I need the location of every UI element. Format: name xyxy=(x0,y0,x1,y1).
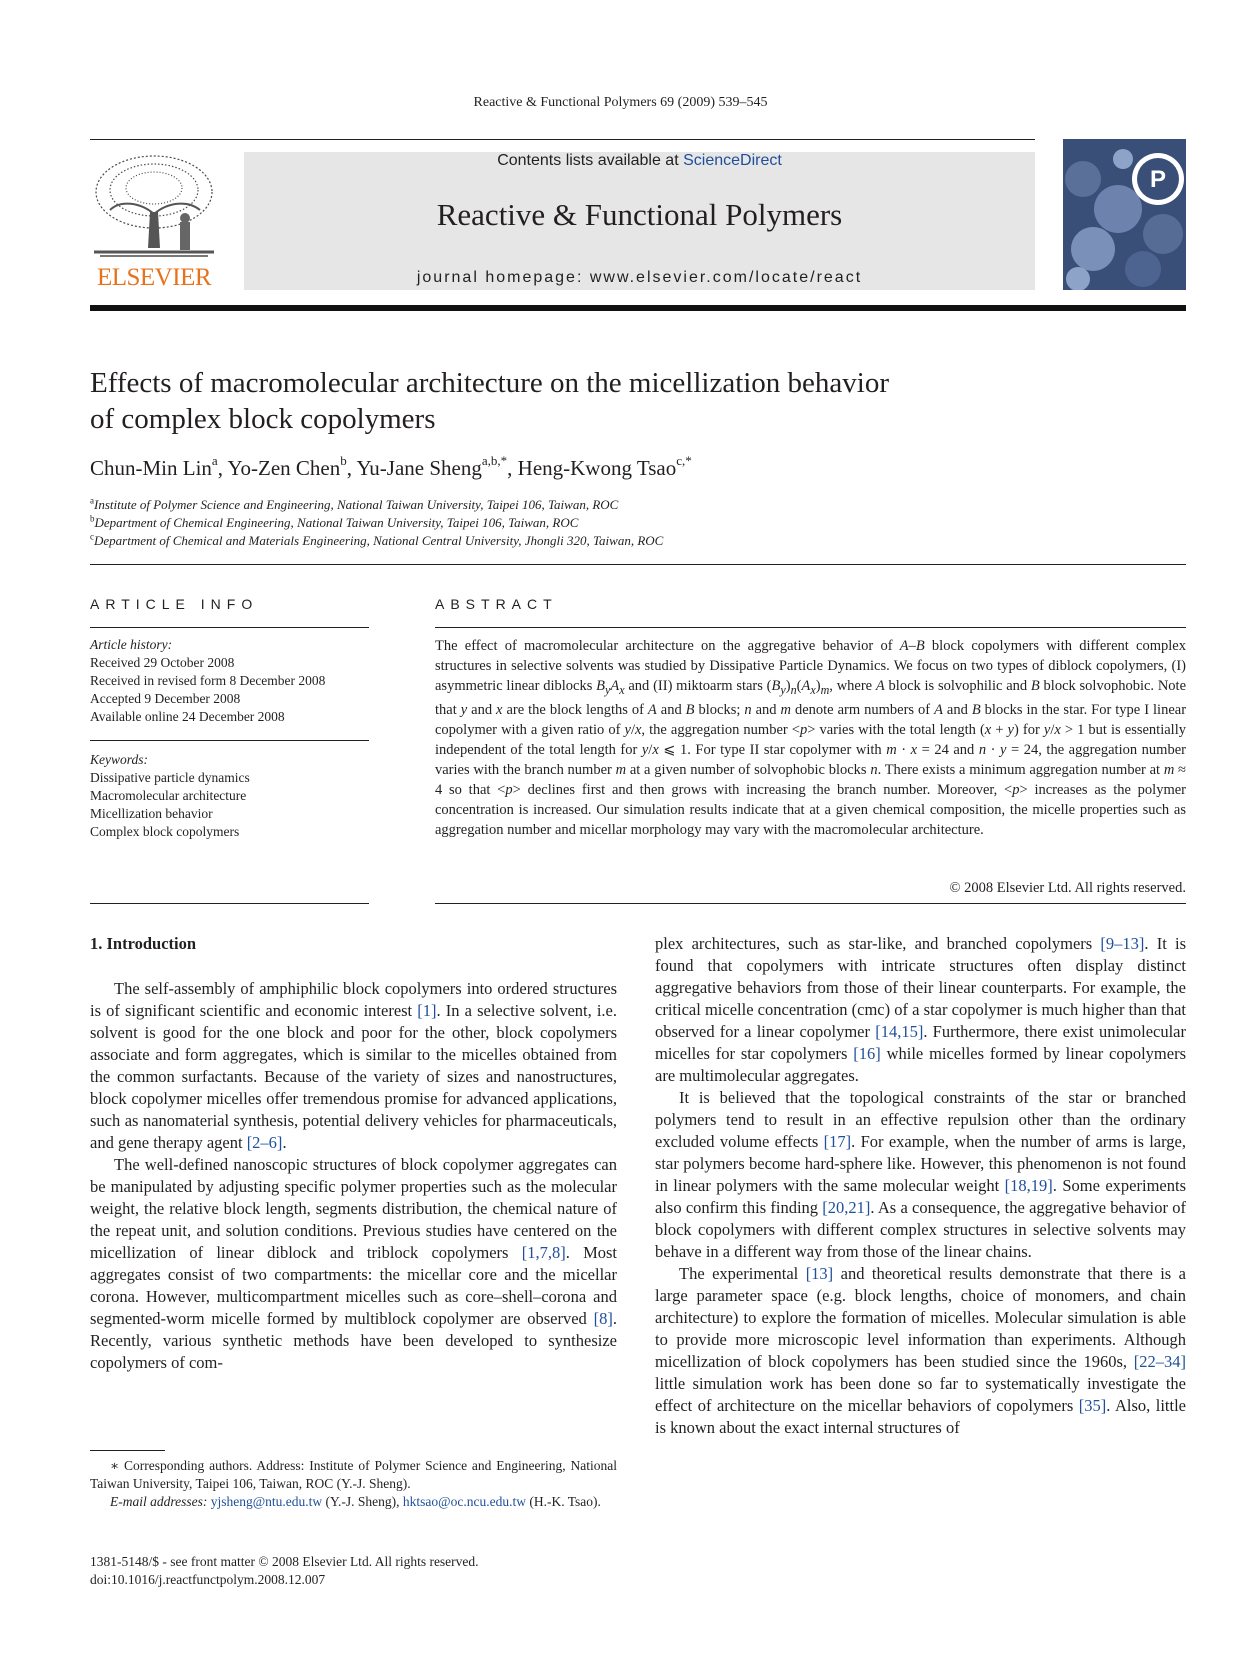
citation-link[interactable]: [14,15] xyxy=(875,1022,924,1041)
issn-line: 1381-5148/$ - see front matter © 2008 Elsevier Ltd. All rights reserved. xyxy=(90,1554,479,1569)
citation-link[interactable]: [35] xyxy=(1078,1396,1107,1415)
svg-text:P: P xyxy=(1149,166,1167,193)
footnote xyxy=(90,1457,617,1511)
article-title xyxy=(90,365,1050,437)
running-head: Reactive & Functional Polymers 69 (2009) 539–545 xyxy=(473,95,768,110)
body-column-right xyxy=(655,933,1186,1439)
keyword-item: Dissipative particle dynamics xyxy=(90,770,250,785)
email-label: E-mail addresses: xyxy=(110,1494,208,1509)
citation-link[interactable]: [20,21] xyxy=(822,1198,871,1217)
author-name[interactable]: Yu-Jane Sheng xyxy=(356,456,482,480)
title-separator xyxy=(90,564,1186,565)
journal-title: Reactive & Functional Polymers xyxy=(436,197,843,232)
keywords-label: Keywords: xyxy=(90,752,148,767)
paragraph: The self-assembly of amphiphilic block copolymers into ordered structures is of significant scientific and economic interest [1]. In a selective solvent, i.e. solvent is good for the one block and poor for the other, block copolymers associate and form aggregates, which is similar to the micelles obtained from the common surfactants. Because of the variety of sizes and nanostructures, block copolymer micelles offer tremendous promise for advanced applications, such as nanomaterial synthesis, potential delivery vehicles for pharmaceuticals, and gene therapy agent [2–6]. xyxy=(90,979,618,1152)
citation-link[interactable]: [13] xyxy=(805,1264,834,1283)
abstract-copyright: © 2008 Elsevier Ltd. All rights reserved. xyxy=(949,880,1186,896)
header-rule xyxy=(90,139,1035,140)
email-owner: (H.-K. Tsao). xyxy=(529,1494,601,1509)
article-info-heading: ARTICLE INFO xyxy=(90,596,259,612)
affiliation-item: $^a$Institute of Polymer Science and Engineering, National Taiwan University, Taipei 106, Taiwan, ROC xyxy=(90,495,619,512)
keyword-item: Micellization behavior xyxy=(90,806,213,821)
citation-link[interactable]: [1] xyxy=(417,1001,437,1020)
citation-link[interactable]: [18,19] xyxy=(1004,1176,1053,1195)
author-affil-mark[interactable]: b xyxy=(340,453,347,468)
publication-meta xyxy=(90,1553,479,1589)
author-affil-mark[interactable]: a,b,* xyxy=(481,453,508,468)
keyword-item: Complex block copolymers xyxy=(90,824,240,839)
journal-cover-image[interactable] xyxy=(1063,139,1186,290)
paragraph: plex architectures, such as star-like, and branched copolymers [9–13]. It is found that copolymers with intricate structures often display distinct aggregative behaviors from those of their linear counterparts. For example, the critical micelle concentration (cmc) of a star copolymer is much higher than that observed for a linear copolymer [14,15]. Furthermore, there exist unimolecular micelles for star copolymers [16] while micelles formed by linear copolymers are multimolecular aggregates. xyxy=(655,934,1187,1085)
history-item: Received 29 October 2008 xyxy=(90,655,235,670)
article-history xyxy=(90,636,370,726)
keywords-rule xyxy=(90,740,369,741)
citation-link[interactable]: [16] xyxy=(853,1044,881,1063)
citation-link[interactable]: [9–13] xyxy=(1100,934,1145,953)
citation-link[interactable]: [2–6] xyxy=(246,1133,283,1152)
history-item: Available online 24 December 2008 xyxy=(90,709,285,724)
citation-link[interactable]: [22–34] xyxy=(1133,1352,1186,1371)
body-column-left xyxy=(90,978,617,1374)
author-name[interactable]: Heng-Kwong Tsao xyxy=(517,456,677,480)
journal-homepage-link[interactable]: journal homepage: www.elsevier.com/locate/react xyxy=(416,269,863,286)
contents-prefix: Contents lists available at xyxy=(497,152,679,169)
paragraph: The experimental [13] and theoretical results demonstrate that there is a large parameter space (e.g. block lengths, choice of monomers, and chain architecture) to explore the formation of micelles. Molecular simulation is able to provide more microscopic level information than experiments. Although micellization of block copolymers has been studied since the 1960s, [22–34] little simulation work has been done so far to systematically investigate the effect of architecture on the micellar behaviors of copolymers [35]. Also, little is known about the exact internal structures of xyxy=(655,1264,1187,1437)
abstract-bottom-rule xyxy=(435,903,1186,904)
author-name[interactable]: Chun-Min Lin xyxy=(90,456,212,480)
corresponding-note: ∗ Corresponding authors. Address: Institute of Polymer Science and Engineering, National Taiwan University, Taipei 106, Taiwan, ROC (Y.-J. Sheng). xyxy=(90,1458,617,1491)
affiliation-item: $^b$Department of Chemical Engineering, National Taiwan University, Taipei 106, Taiwan, ROC xyxy=(90,513,579,530)
elsevier-tree-icon xyxy=(90,152,218,264)
email-line xyxy=(90,1493,617,1511)
author-name[interactable]: Yo-Zen Chen xyxy=(227,456,341,480)
elsevier-logo[interactable] xyxy=(90,152,218,292)
abstract-rule xyxy=(435,627,1186,628)
citation-link[interactable]: [8] xyxy=(593,1309,613,1328)
history-item: Accepted 9 December 2008 xyxy=(90,691,241,706)
paragraph: The well-defined nanoscopic structures of block copolymer aggregates can be manipulated by adjusting specific polymer properties such as the molecular weight, the relative block length, segments distribution, the chemical nature of the repeat unit, and solution conditions. Previous studies have centered on the micellization of linear diblock and triblock copolymers [1,7,8]. Most aggregates consist of two compartments: the micellar core and the micellar corona. However, multicompartment micelles such as core–shell–corona and segmented-worm micelle formed by multiblock copolymer are observed [8]. Recently, various synthetic methods have been developed to synthesize copolymers of com- xyxy=(90,1155,617,1372)
author-affil-mark[interactable]: c,* xyxy=(676,453,692,468)
email-link[interactable]: hktsao@oc.ncu.edu.tw xyxy=(402,1494,526,1509)
citation-link[interactable]: [1,7,8] xyxy=(521,1243,566,1262)
email-link[interactable]: yjsheng@ntu.edu.tw xyxy=(210,1494,323,1509)
keyword-item: Macromolecular architecture xyxy=(90,788,247,803)
abstract-text: The effect of macromolecular architecture on the aggregative behavior of A–B block copolymers with different complex structures in selective solvents was studied by Dissipative Particle Dynamics. We focus on two types of diblock copolymers, (I) asymmetric linear diblocks $B_yA_x$ and (II) miktoarm stars $(B_y)_n(A_x)_m$, where A block is solvophilic and B block solvophobic. Note that y and x are the block lengths of A and B blocks; n and m denote arm numbers of A and B blocks in the star. For type I linear copolymer with a given ratio of y/x, the aggregation number <p> varies with the total length (x + y) for y/x > 1 but is essentially independent of the total length for y/x ⩽ 1. For type II star copolymer with m · x = 24 and n · y = 24, the aggregation number varies with the branch number m at a given number of solvophobic blocks n. There exists a minimum aggregation number at m ≈ 4 so that <p> declines first and then grows with increasing the branch number. Moreover, <p> increases as the polymer concentration is increased. Our simulation results indicate that at a given chemical composition, the micelle properties such as aggregation number and micellar morphology may vary with the macromolecular architecture. xyxy=(435,638,1187,838)
doi-line[interactable]: doi:10.1016/j.reactfunctpolym.2008.12.007 xyxy=(90,1572,326,1587)
abstract-heading: ABSTRACT xyxy=(435,596,558,612)
title-line-2: of complex block copolymers xyxy=(90,403,436,435)
journal-banner xyxy=(244,152,1035,290)
author-affil-mark[interactable]: a xyxy=(211,453,218,468)
email-owner: (Y.-J. Sheng), xyxy=(325,1494,400,1509)
affiliation-item: $^c$Department of Chemical and Materials Engineering, National Central University, Jhongli 320, Taiwan, ROC xyxy=(90,531,664,548)
citation-link[interactable]: [17] xyxy=(823,1132,852,1151)
title-line-1: Effects of macromolecular architecture on the micellization behavior xyxy=(90,367,890,399)
section-heading-introduction: 1. Introduction xyxy=(90,934,197,953)
article-info-rule xyxy=(90,627,369,628)
header-thick-rule xyxy=(90,305,1186,311)
paragraph: It is believed that the topological constraints of the star or branched polymers tend to result in an effective repulsion other than the ordinary excluded volume effects [17]. For example, when the number of arms is large, star polymers become hard-sphere like. However, this phenomenon is not found in linear polymers with the same molecular weight [18,19]. Some experiments also confirm this finding [20,21]. As a consequence, the aggregative behavior of block copolymers with different complex structures in selective solvents may behave in a different way from those of the linear chains. xyxy=(655,1088,1186,1261)
footnote-rule xyxy=(90,1450,165,1451)
history-label: Article history: xyxy=(90,637,173,652)
author-list: Chun-Min Lin$^a$, Yo-Zen Chen$^b$, Yu-Jane Sheng$^{a,b,*}$, Heng-Kwong Tsao$^{c,*}$ xyxy=(90,453,692,480)
cover-bubbles-icon xyxy=(1063,139,1186,290)
article-info-bottom-rule xyxy=(90,903,369,904)
keywords xyxy=(90,751,370,841)
affiliations xyxy=(90,496,663,550)
contents-line xyxy=(244,152,1035,170)
sciencedirect-link[interactable]: ScienceDirect xyxy=(683,152,782,169)
elsevier-wordmark: ELSEVIER xyxy=(96,264,212,291)
history-item: Received in revised form 8 December 2008 xyxy=(90,673,326,688)
